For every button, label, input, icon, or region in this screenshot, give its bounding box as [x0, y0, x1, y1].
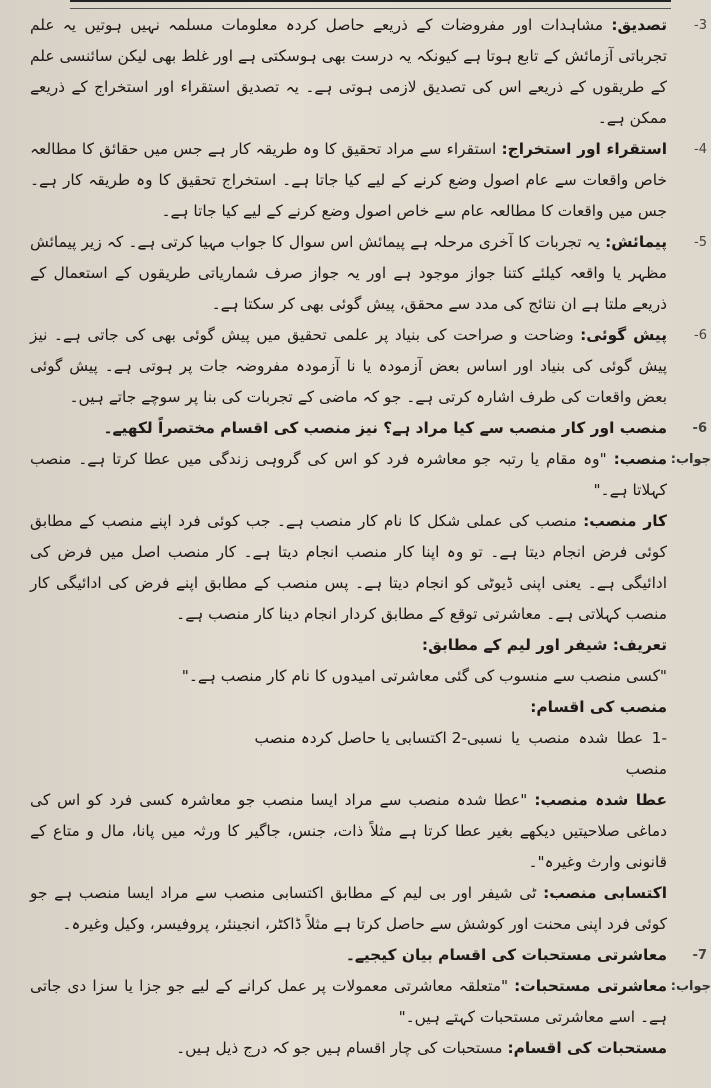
term-label: عطا شدہ منصب: — [534, 791, 667, 809]
paragraph-achieved-status — [30, 878, 667, 940]
paragraph-text: استقراء سے مراد تحقیق کا وہ طریقہ کار ہے جس میں حقائق کا مطالعہ خاص واقعات سے عام اصول وضع کرنے کے لیے کیا جاتا ہے۔ استخراج تحقیق کا وہ طریقہ کار ہے۔ جس میں واقعات کا مطالعہ عام سے خاص اصول وضع کرنے کے لیے کیا جاتا ہے۔ — [30, 140, 667, 220]
term-label: اکتسابی منصب: — [543, 884, 667, 902]
term-label: استقراء اور استخراج: — [501, 140, 667, 158]
question-number: -6 — [692, 421, 707, 436]
types-heading: منصب کی اقسام: — [530, 698, 667, 716]
paragraph-text: "عطا شدہ منصب سے مراد ایسا منصب جو معاشرہ کسی فرد کو اس کی دماغی صلاحیتیں دیکھے بغیر عطا کرتا ہے مثلاً ذات، جنس، جاگیر کا ورثہ میں پانا، مال و متاع کے قانونی وارث وغیرہ"۔ — [30, 791, 667, 871]
paragraph-text: منصب کی عملی شکل کا نام کار منصب ہے۔ جب کوئی فرد اپنے منصب کے مطابق کوئی فرض انجام دیتا ہے۔ تو وہ اپنا کار منصب انجام دیتا ہے۔ کار منصب اصل میں فرض کی ادائیگی ہے۔ یعنی اپنی ڈیوٹی کو انجام دیتا ہے۔ پس منصب کے مطابق اپنے فرض کی ادائیگی کار منصب کہلاتی ہے۔ معاشرتی توقع کے مطابق کردار انجام دینا کار منصب ہے۔ — [30, 512, 667, 623]
paragraph-induction-deduction — [30, 134, 707, 227]
answer-mark: جواب: — [670, 979, 711, 994]
paragraph-prediction — [30, 320, 707, 413]
paragraph-sanction-types — [30, 1033, 667, 1064]
page-content — [30, 10, 711, 1088]
definition-quote: "کسی منصب سے منسوب کی گئی معاشرتی امیدوں کا نام کار منصب ہے۔" — [181, 667, 667, 685]
type-item-ascribed: -1 عطا شدہ منصب یا نسبی منصب — [467, 729, 667, 778]
item-number: -6 — [694, 328, 707, 343]
answer-mark: جواب: — [670, 452, 711, 467]
question-text: منصب اور کار منصب سے کیا مراد ہے؟ نیز منصب کی اقسام مختصراً لکھیے۔ — [103, 419, 667, 437]
top-rule — [70, 0, 671, 9]
term-label: معاشرتی مستحبات: — [514, 977, 667, 995]
paragraph-text: وضاحت و صراحت کی بنیاد پر علمی تحقیق میں پیش گوئی بھی کی جاتی ہے۔ نیز پیش گوئی کی بنیاد اور اساس بعض آزمودہ یا نا آزمودہ مفروضہ جات پر ہوتی ہے۔ پیش گوئی بعض واقعات کی طرف اشارہ کرتی ہے۔ جو کہ ماضی کے تجربات کی بنا پر سوچے جاتے ہیں۔ — [30, 326, 667, 406]
item-number: -5 — [694, 235, 707, 250]
question-number: -7 — [692, 948, 707, 963]
paragraph-ascribed-status — [30, 785, 667, 878]
paragraph-role — [30, 506, 667, 630]
paragraph-text: "وہ مقام یا رتبہ جو معاشرہ فرد کو اس کی گروہی زندگی میں عطا کرتا ہے۔ منصب کہلاتا ہے۔" — [30, 450, 667, 499]
paragraph-verification — [30, 10, 707, 134]
answer-status — [30, 444, 711, 506]
paragraph-text: ٹی شیفر اور بی لیم کے مطابق اکتسابی منصب سے مراد ایسا منصب ہے جو کوئی فرد اپنی محنت اور کوشش سے حاصل کرتا ہے مثلاً ڈاکٹر، انجینئر، پروفیسر، وکیل وغیرہ۔ — [30, 884, 667, 933]
term-label: پیش گوئی: — [580, 326, 667, 344]
paragraph-measurement — [30, 227, 707, 320]
term-label: کار منصب: — [583, 512, 667, 530]
item-number: -3 — [694, 18, 707, 33]
paragraph-text: یہ تجربات کا آخری مرحلہ ہے پیمائش اس سوال کا جواب مہیا کرتی ہے۔ کہ زیر پیمائش مظہر یا واقعہ کیلئے کتنا جواز موجود ہے اور یہ جواز صرف شماریاتی طریقوں کے استعمال کے ذریعے ملتا ہے ان نتائج کی مدد سے محقق، پیش گوئی بھی کر سکتا ہے۔ — [30, 233, 667, 313]
question-status-role — [30, 413, 707, 444]
term-label: مستحبات کی اقسام: — [507, 1039, 667, 1057]
term-label: منصب: — [613, 450, 667, 468]
paragraph-text: "متعلقہ معاشرتی معمولات پر عمل کرانے کے لیے جو جزا یا سزا دی جاتی ہے۔ اسے معاشرتی مستحبات کہتے ہیں۔" — [30, 977, 667, 1026]
item-number: -4 — [694, 142, 707, 157]
paragraph-text: مستحبات کی چار اقسام ہیں جو کہ درج ذیل ہیں۔ — [176, 1039, 503, 1057]
paragraph-text: مشاہدات اور مفروضات کے ذریعے حاصل کردہ معلومات مسلمہ نہیں ہوتیں یہ علم تجرباتی آزمائش کے تابع ہوتا ہے کیونکہ یہ درست بھی ہوسکتی ہے اور غلط بھی لیکن سائنسی علم کے طریقوں کے ذریعے اس کی تصدیق لازمی ہوتی ہے۔ یہ تصدیق استقراء اور استخراج کے ذریعے ممکن ہے۔ — [30, 16, 667, 127]
question-text: معاشرتی مستحبات کی اقسام بیان کیجیے۔ — [345, 946, 667, 964]
definition-heading: تعریف: شیفر اور لیم کے مطابق: — [421, 636, 667, 654]
type-item-achieved: -2 اکتسابی یا حاصل کردہ منصب — [254, 729, 467, 747]
answer-sanctions — [30, 971, 711, 1033]
question-sanctions — [30, 940, 707, 971]
term-label: تصدیق: — [611, 16, 667, 34]
types-list — [30, 723, 667, 785]
term-label: پیمائش: — [605, 233, 667, 251]
